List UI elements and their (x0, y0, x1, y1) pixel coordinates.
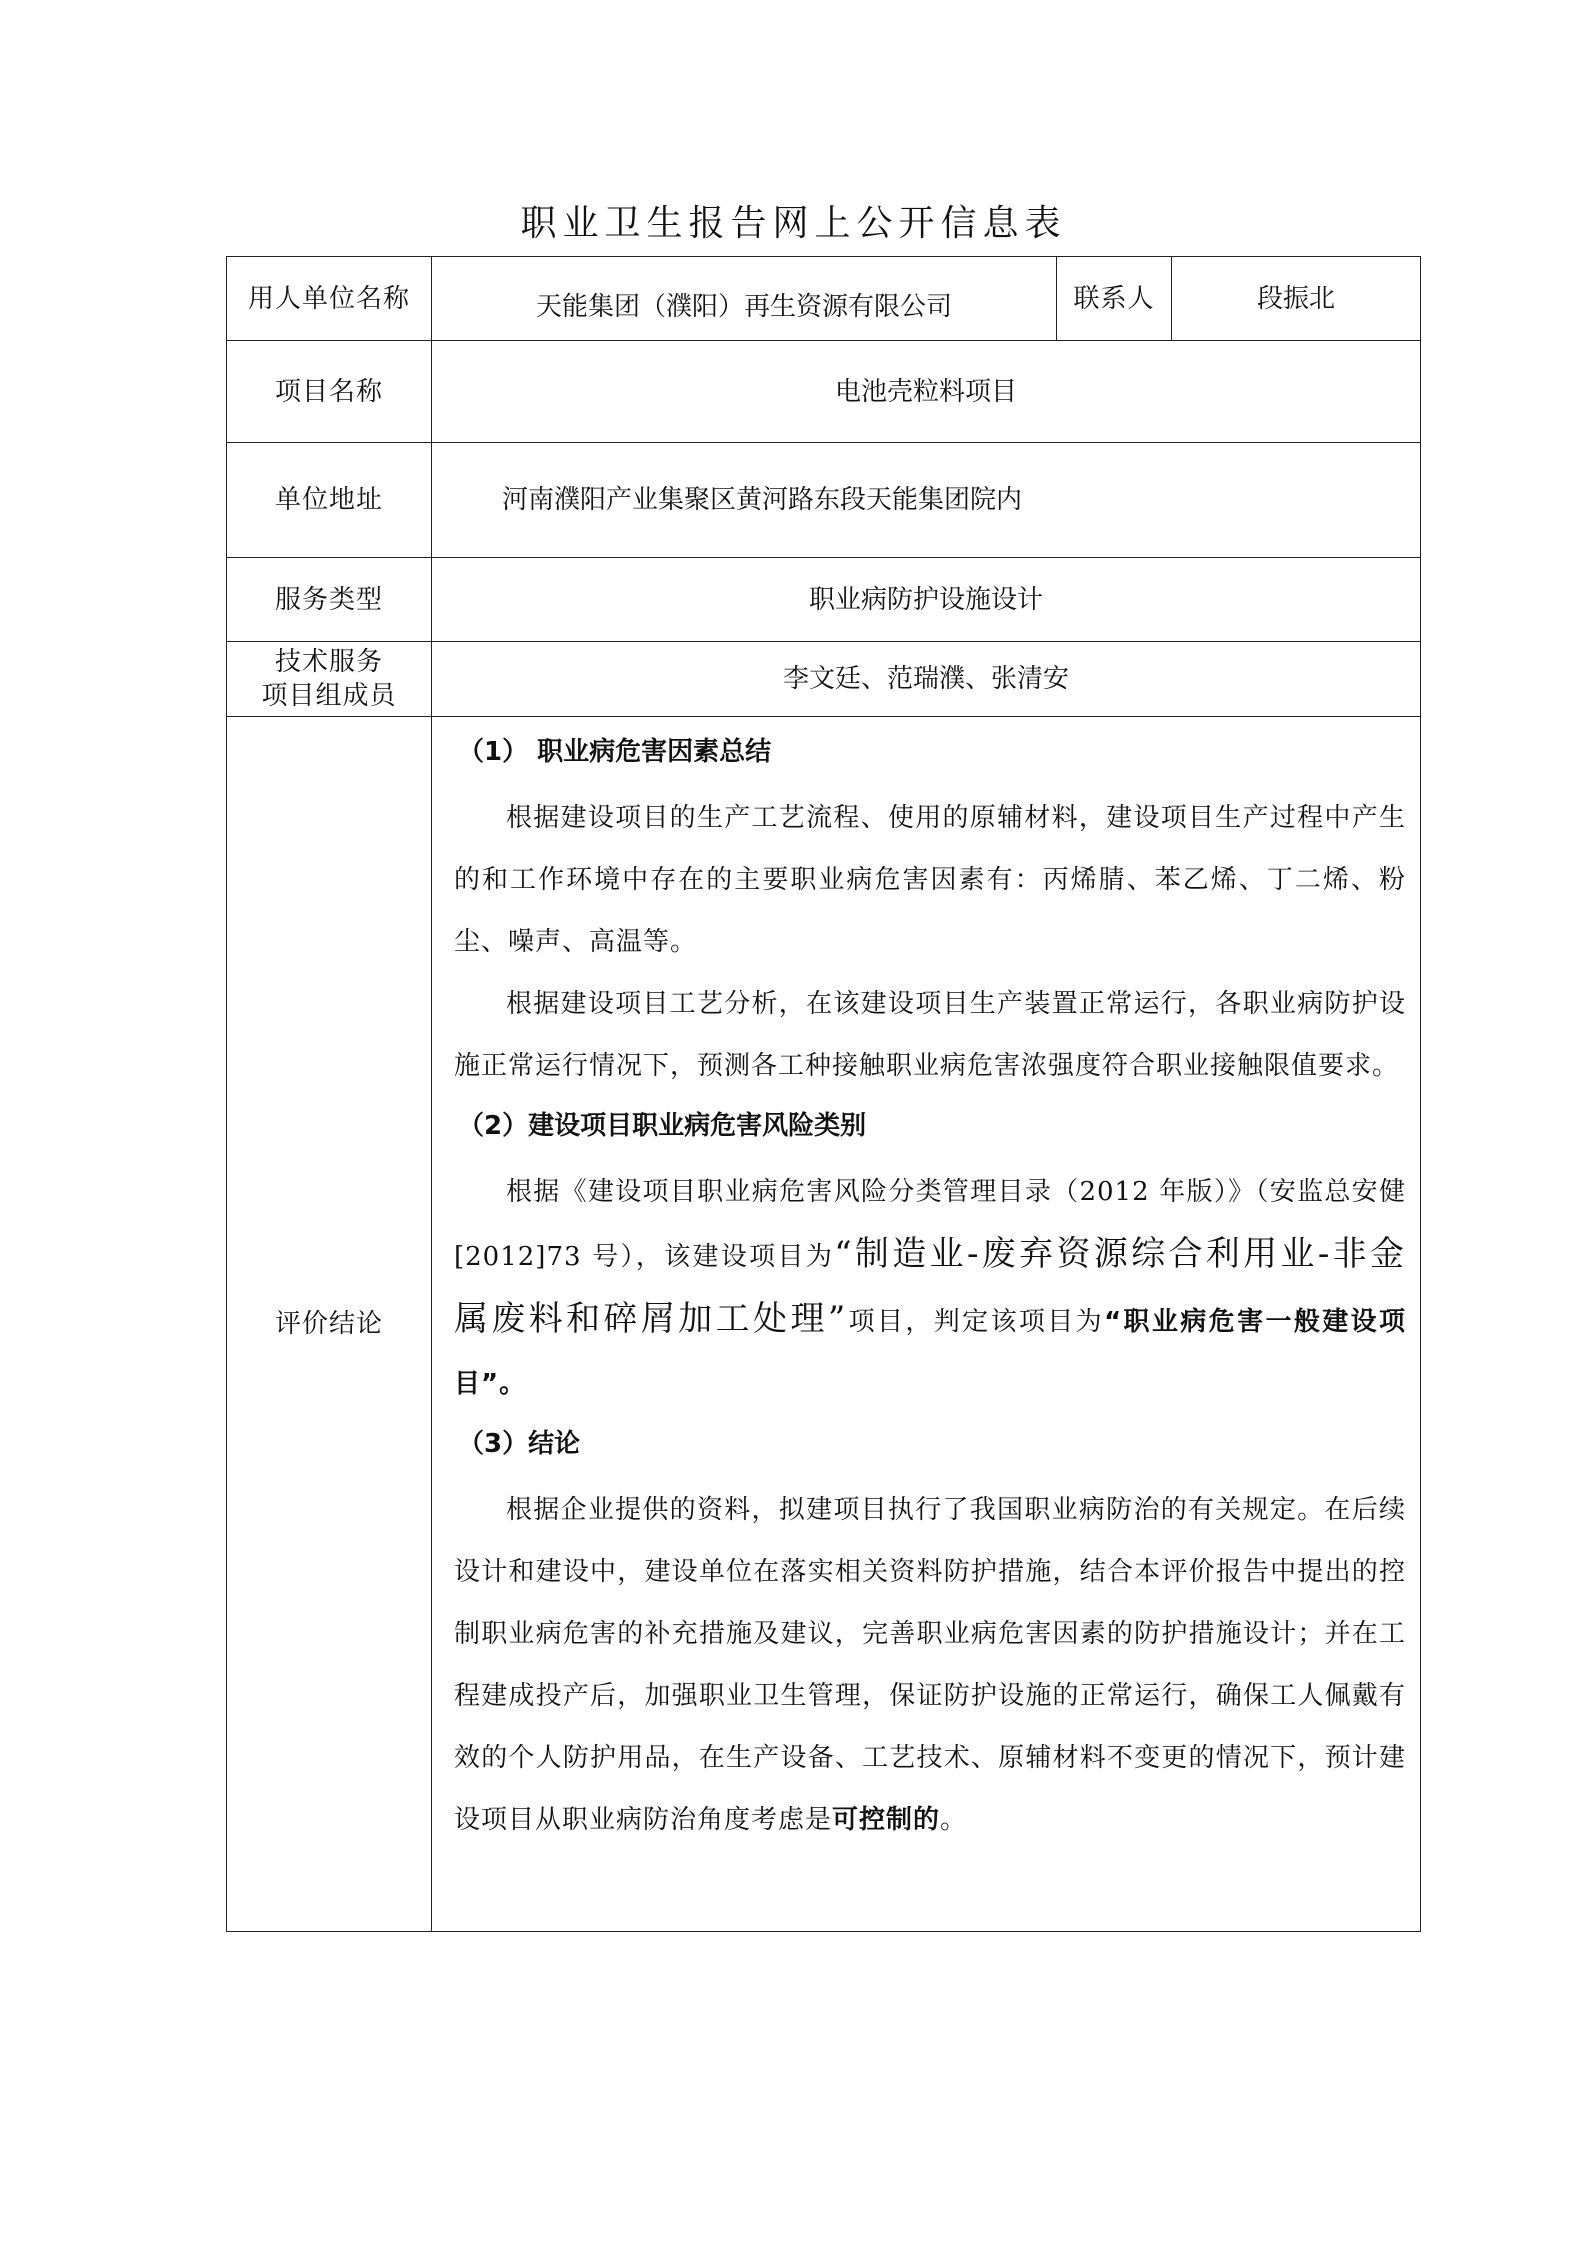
paragraph-hazard-factors: 根据建设项目的生产工艺流程、使用的原辅材料，建设项目生产过程中产生的和工作环境中存在的主要职业病危害因素有：丙烯腈、苯乙烯、丁二烯、粉尘、噪声、高温等。 (454, 803, 1406, 957)
team-label (227, 642, 432, 717)
risk-level: “职业病危害一般建设项目”。 (454, 1307, 1406, 1399)
conclusion-content (432, 717, 1421, 1932)
conclusion-label: 评价结论 (227, 717, 432, 1932)
address-value: 河南濮阳产业集聚区黄河路东段天能集团院内 (432, 443, 1421, 558)
row-team (227, 642, 1421, 717)
service-label: 服务类型 (227, 558, 432, 642)
section-heading-1: （1） 职业病危害因素总结 (458, 737, 772, 767)
row-conclusion (227, 717, 1421, 1932)
section-heading-3: （3）结论 (458, 1429, 581, 1459)
section-heading-2: （2）建设项目职业病危害风险类别 (458, 1111, 867, 1141)
row-project (227, 341, 1421, 443)
page-title: 职业卫生报告网上公开信息表 (520, 203, 1067, 244)
risk-basis-text: 根据《建设项目职业病危害风险分类管理目录（2012 年版）》（安监总安健[2012]73 号），该建设项目为 (454, 1177, 1406, 1272)
team-label-line1: 技术服务 (274, 647, 383, 677)
row-address (227, 443, 1421, 558)
controllable-emphasis: 可控制的 (832, 1805, 941, 1835)
contact-value: 段振北 (1172, 257, 1421, 341)
team-value: 李文廷、范瑞濮、张清安 (432, 642, 1421, 717)
project-label: 项目名称 (227, 341, 432, 443)
project-value: 电池壳粒料项目 (432, 341, 1421, 443)
info-table (226, 256, 1421, 1932)
team-label-line2: 项目组成员 (261, 681, 397, 711)
conclusion-end: 。 (940, 1805, 968, 1835)
service-value: 职业病防护设施设计 (432, 558, 1421, 642)
row-service (227, 558, 1421, 642)
conclusion-text: 根据企业提供的资料，拟建项目执行了我国职业病防治的有关规定。在后续设计和建设中，建设单位在落实相关资料防护措施，结合本评价报告中提出的控制职业病危害的补充措施及建议，完善职业病危害因素的防护措施设计；并在工程建成投产后，加强职业卫生管理，保证防护设施的正常运行，确保工人佩戴有效的个人防护用品，在生产设备、工艺技术、原辅材料不变更的情况下，预计建设项目从职业病防治角度考虑是 (454, 1495, 1406, 1835)
address-label: 单位地址 (227, 443, 432, 558)
paragraph-exposure-prediction: 根据建设项目工艺分析，在该建设项目生产装置正常运行，各职业病防护设施正常运行情况下，预测各工种接触职业病危害浓强度符合职业接触限值要求。 (454, 989, 1406, 1081)
risk-judgement-text: 项目，判定该项目为 (847, 1307, 1105, 1337)
paragraph-risk-category (454, 1161, 1406, 1415)
contact-label: 联系人 (1057, 257, 1172, 341)
paragraph-final-conclusion (454, 1479, 1406, 1851)
employer-value: 天能集团（濮阳）再生资源有限公司 (432, 257, 1057, 341)
row-employer (227, 257, 1421, 341)
industry-classification: “制造业-废弃资源综合利用业-非金属废料和碎屑加工处理” (454, 1234, 1406, 1339)
employer-label: 用人单位名称 (227, 257, 432, 341)
